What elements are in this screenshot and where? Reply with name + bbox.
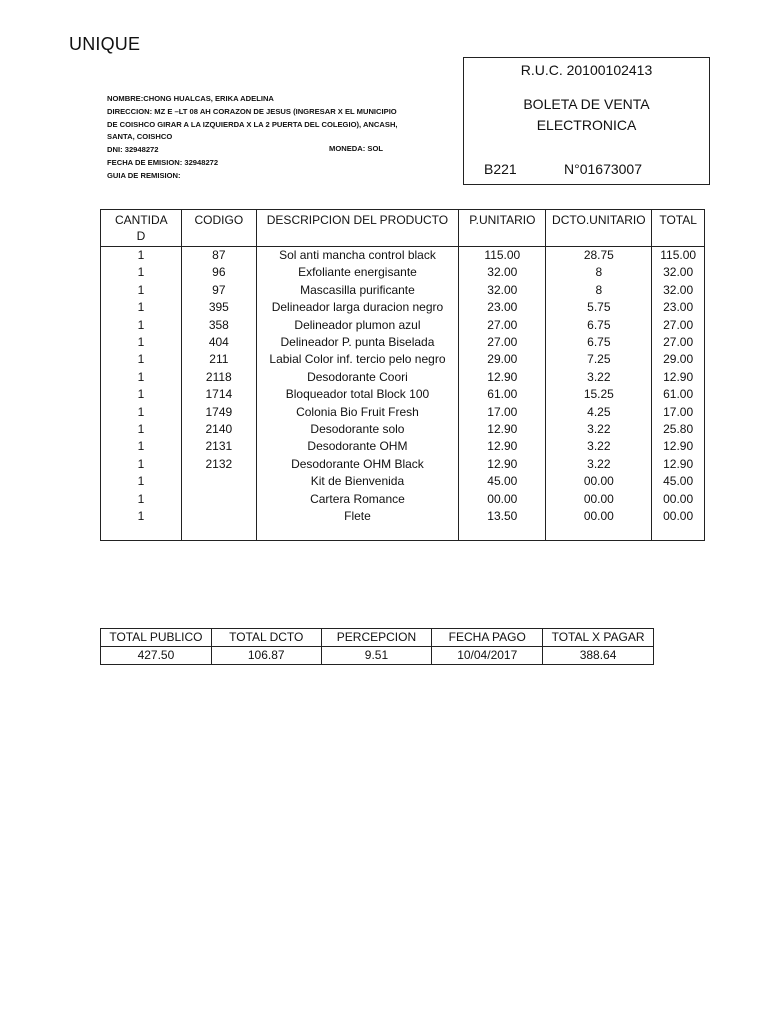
table-row xyxy=(101,247,705,265)
cell-codigo: 211 xyxy=(182,351,257,368)
header-total: TOTAL xyxy=(652,210,705,247)
header-total-pagar: TOTAL X PAGAR xyxy=(543,629,654,647)
cell-descripcion: Kit de Bienvenida xyxy=(256,473,459,490)
table-row xyxy=(101,456,705,473)
value-total-pagar: 388.64 xyxy=(543,647,654,665)
cell-dcto-unitario: 00.00 xyxy=(546,508,652,525)
table-row xyxy=(101,473,705,490)
currency-label: MONEDA: SOL xyxy=(329,144,383,153)
totals-value-row xyxy=(101,647,654,665)
cell-punitario: 32.00 xyxy=(459,264,546,281)
issue-date: FECHA DE EMISION: 32948272 xyxy=(107,157,219,167)
table-row-spacer xyxy=(101,526,705,541)
brand-name: UNIQUE xyxy=(69,34,141,54)
cell-spacer xyxy=(101,526,182,541)
cell-codigo: 1714 xyxy=(182,386,257,403)
totals-header-row xyxy=(101,629,654,647)
items-table xyxy=(100,209,705,541)
cell-codigo: 358 xyxy=(182,317,257,334)
remission-guide: GUIA DE REMISION: xyxy=(107,170,181,180)
cell-descripcion: Labial Color inf. tercio pelo negro xyxy=(256,351,459,368)
cell-descripcion: Mascasilla purificante xyxy=(256,282,459,299)
cell-total: 29.00 xyxy=(652,351,705,368)
cell-descripcion: Desodorante OHM Black xyxy=(256,456,459,473)
cell-descripcion: Bloqueador total Block 100 xyxy=(256,386,459,403)
cell-punitario: 45.00 xyxy=(459,473,546,490)
ruc-number: R.U.C. 20100102413 xyxy=(520,62,653,78)
cell-total: 12.90 xyxy=(652,369,705,386)
value-total-dcto: 106.87 xyxy=(211,647,321,665)
table-row xyxy=(101,334,705,351)
document-series: B221 xyxy=(484,161,517,177)
cell-punitario: 13.50 xyxy=(459,508,546,525)
cell-dcto-unitario: 5.75 xyxy=(546,299,652,316)
table-row xyxy=(101,404,705,421)
cell-dcto-unitario: 00.00 xyxy=(546,491,652,508)
header-total-dcto: TOTAL DCTO xyxy=(211,629,321,647)
cell-dcto-unitario: 7.25 xyxy=(546,351,652,368)
cell-punitario: 27.00 xyxy=(459,317,546,334)
cell-codigo: 87 xyxy=(182,247,257,265)
cell-spacer xyxy=(256,526,459,541)
value-total-publico: 427.50 xyxy=(101,647,212,665)
cell-descripcion: Colonia Bio Fruit Fresh xyxy=(256,404,459,421)
cell-descripcion: Sol anti mancha control black xyxy=(256,247,459,265)
cell-punitario: 23.00 xyxy=(459,299,546,316)
cell-total: 00.00 xyxy=(652,491,705,508)
table-row xyxy=(101,386,705,403)
header-descripcion: DESCRIPCION DEL PRODUCTO xyxy=(256,210,459,247)
cell-total: 45.00 xyxy=(652,473,705,490)
cell-spacer xyxy=(182,526,257,541)
header-total-publico: TOTAL PUBLICO xyxy=(101,629,212,647)
cell-codigo: 1749 xyxy=(182,404,257,421)
table-row xyxy=(101,299,705,316)
cell-cantidad: 1 xyxy=(101,404,182,421)
cell-dcto-unitario: 00.00 xyxy=(546,473,652,490)
client-address: DIRECCION: MZ E –LT 08 AH CORAZON DE JESUS (INGRESAR X EL MUNICIPIO DE COISHCO GIRAR A LA IZQUIERDA X LA 2 PUERTA DEL COLEGIO), ANCASH, SANTA, COISHCO xyxy=(107,106,398,142)
cell-codigo: 2131 xyxy=(182,438,257,455)
cell-punitario: 12.90 xyxy=(459,438,546,455)
cell-total: 27.00 xyxy=(652,317,705,334)
table-row xyxy=(101,421,705,438)
cell-punitario: 12.90 xyxy=(459,421,546,438)
cell-total: 25.80 xyxy=(652,421,705,438)
cell-dcto-unitario: 3.22 xyxy=(546,369,652,386)
table-row xyxy=(101,317,705,334)
cell-codigo: 395 xyxy=(182,299,257,316)
cell-dcto-unitario: 4.25 xyxy=(546,404,652,421)
cell-codigo: 404 xyxy=(182,334,257,351)
cell-punitario: 27.00 xyxy=(459,334,546,351)
cell-cantidad: 1 xyxy=(101,351,182,368)
cell-total: 115.00 xyxy=(652,247,705,265)
table-row xyxy=(101,369,705,386)
cell-punitario: 32.00 xyxy=(459,282,546,299)
cell-dcto-unitario: 6.75 xyxy=(546,334,652,351)
cell-total: 12.90 xyxy=(652,456,705,473)
document-number: N°01673007 xyxy=(564,161,642,177)
table-row xyxy=(101,491,705,508)
cell-punitario: 17.00 xyxy=(459,404,546,421)
cell-codigo: 2132 xyxy=(182,456,257,473)
cell-cantidad: 1 xyxy=(101,386,182,403)
cell-cantidad: 1 xyxy=(101,247,182,265)
cell-cantidad: 1 xyxy=(101,369,182,386)
cell-descripcion: Desodorante OHM xyxy=(256,438,459,455)
cell-codigo xyxy=(182,491,257,508)
table-row xyxy=(101,508,705,525)
cell-descripcion: Cartera Romance xyxy=(256,491,459,508)
cell-codigo: 2118 xyxy=(182,369,257,386)
cell-dcto-unitario: 6.75 xyxy=(546,317,652,334)
cell-punitario: 115.00 xyxy=(459,247,546,265)
cell-dcto-unitario: 15.25 xyxy=(546,386,652,403)
cell-total: 00.00 xyxy=(652,508,705,525)
table-row xyxy=(101,438,705,455)
cell-codigo xyxy=(182,508,257,525)
cell-descripcion: Delineador P. punta Biselada xyxy=(256,334,459,351)
cell-total: 32.00 xyxy=(652,264,705,281)
cell-punitario: 61.00 xyxy=(459,386,546,403)
header-punitario: P.UNITARIO xyxy=(459,210,546,247)
cell-total: 17.00 xyxy=(652,404,705,421)
ruc-box xyxy=(463,57,710,185)
client-dni: DNI: 32948272 xyxy=(107,145,159,155)
document-type-line1: BOLETA DE VENTA xyxy=(523,96,650,112)
cell-punitario: 00.00 xyxy=(459,491,546,508)
cell-codigo: 2140 xyxy=(182,421,257,438)
cell-punitario: 29.00 xyxy=(459,351,546,368)
cell-dcto-unitario: 8 xyxy=(546,264,652,281)
client-name: NOMBRE:CHONG HUALCAS, ERIKA ADELINA xyxy=(107,94,274,103)
cell-cantidad: 1 xyxy=(101,317,182,334)
cell-codigo xyxy=(182,473,257,490)
table-row xyxy=(101,351,705,368)
header-fecha-pago: FECHA PAGO xyxy=(432,629,543,647)
document-type xyxy=(464,94,709,136)
cell-cantidad: 1 xyxy=(101,334,182,351)
cell-descripcion: Exfoliante energisante xyxy=(256,264,459,281)
cell-total: 32.00 xyxy=(652,282,705,299)
document-type-line2: ELECTRONICA xyxy=(536,117,637,133)
cell-dcto-unitario: 3.22 xyxy=(546,456,652,473)
cell-cantidad: 1 xyxy=(101,473,182,490)
cell-codigo: 96 xyxy=(182,264,257,281)
header-percepcion: PERCEPCION xyxy=(321,629,432,647)
cell-cantidad: 1 xyxy=(101,421,182,438)
client-info xyxy=(107,93,407,183)
cell-total: 12.90 xyxy=(652,438,705,455)
cell-total: 23.00 xyxy=(652,299,705,316)
table-row xyxy=(101,282,705,299)
table-row xyxy=(101,264,705,281)
totals-table xyxy=(100,628,654,665)
cell-descripcion: Delineador plumon azul xyxy=(256,317,459,334)
header-cantidad: CANTIDA D xyxy=(101,210,182,247)
cell-descripcion: Delineador larga duracion negro xyxy=(256,299,459,316)
cell-cantidad: 1 xyxy=(101,264,182,281)
cell-total: 27.00 xyxy=(652,334,705,351)
cell-descripcion: Flete xyxy=(256,508,459,525)
value-fecha-pago: 10/04/2017 xyxy=(432,647,543,665)
cell-cantidad: 1 xyxy=(101,456,182,473)
cell-dcto-unitario: 28.75 xyxy=(546,247,652,265)
cell-total: 61.00 xyxy=(652,386,705,403)
cell-punitario: 12.90 xyxy=(459,456,546,473)
items-body xyxy=(101,247,705,541)
cell-cantidad: 1 xyxy=(101,282,182,299)
header-codigo: CODIGO xyxy=(182,210,257,247)
value-percepcion: 9.51 xyxy=(321,647,432,665)
cell-cantidad: 1 xyxy=(101,491,182,508)
items-header-row xyxy=(101,210,705,247)
cell-cantidad: 1 xyxy=(101,508,182,525)
cell-punitario: 12.90 xyxy=(459,369,546,386)
cell-dcto-unitario: 8 xyxy=(546,282,652,299)
cell-descripcion: Desodorante solo xyxy=(256,421,459,438)
cell-spacer xyxy=(546,526,652,541)
cell-dcto-unitario: 3.22 xyxy=(546,421,652,438)
cell-cantidad: 1 xyxy=(101,438,182,455)
cell-spacer xyxy=(459,526,546,541)
cell-dcto-unitario: 3.22 xyxy=(546,438,652,455)
header-dcto-unitario: DCTO.UNITARIO xyxy=(546,210,652,247)
cell-spacer xyxy=(652,526,705,541)
cell-descripcion: Desodorante Coori xyxy=(256,369,459,386)
cell-cantidad: 1 xyxy=(101,299,182,316)
cell-codigo: 97 xyxy=(182,282,257,299)
